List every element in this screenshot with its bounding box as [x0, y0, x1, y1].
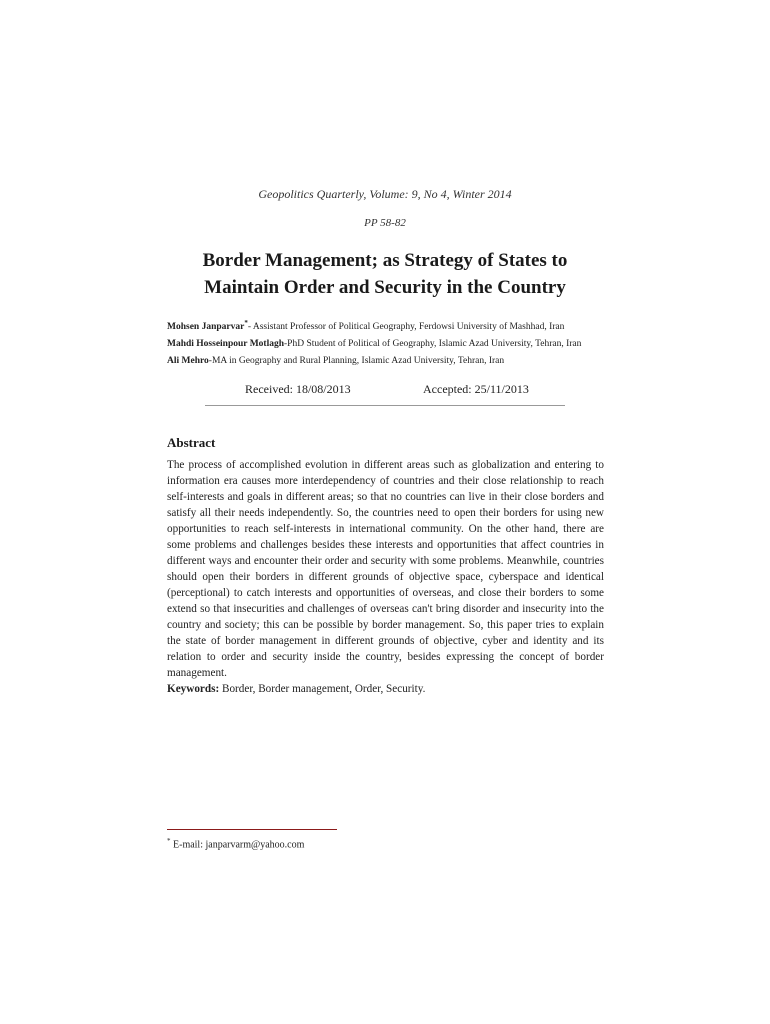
keywords-label: Keywords: [167, 683, 220, 695]
author-entry [167, 315, 607, 336]
author-name: Mohsen Janparvar [167, 322, 245, 333]
author-affiliation: -PhD Student of Political of Geography, Islamic Azad University, Tehran, Iran [284, 339, 582, 350]
author-name: Mahdi Hosseinpour Motlagh [167, 339, 285, 350]
author-name: Ali Mehro [167, 356, 209, 367]
title-line-2: Maintain Order and Security in the Country [204, 277, 566, 298]
keywords [167, 683, 604, 695]
author-affiliation: - Assistant Professor of Political Geography, Ferdowsi University of Mashhad, Iran [247, 322, 565, 333]
received-date: Received: 18/08/2013 [245, 382, 351, 396]
author-affiliation: -MA in Geography and Rural Planning, Islamic Azad University, Tehran, Iran [208, 356, 505, 367]
abstract-text: The process of accomplished evolution in different areas such as globalization and entering to information era causes more interdependency of countries and their close relationship to reach self-interests and goals in different areas; so that no countries can live in their close borders and satisfy all their needs independently. So, the countries need to open their borders for using new opportunities to reach self-interests in international community. On the other hand, there are some problems and challenges besides these interests and opportunities that affect countries in different ways and encounter their order and security with some problems. Meanwhile, countries should open their borders in different grounds of objective space, cyberspace and identical (perceptional) to catch interests and opportunities of overseas, and close their borders to some extend so that insecurities and challenges of overseas can't bring disorder and insecurity into the country and society; this can be possible by border management. So, this paper tries to explain the state of border management in different grounds of objective, cyber and identity and its relation to order and security inside the country, besides expressing the concept of border management. [167, 459, 604, 679]
footnote [167, 837, 304, 850]
footnote-mark: * [167, 837, 171, 845]
author-entry [167, 336, 607, 353]
paper-title [0, 247, 770, 301]
footnote-email: E-mail: janparvarm@yahoo.com [170, 839, 305, 851]
title-line-1: Border Management; as Strategy of States to [202, 250, 568, 271]
dates-divider [205, 405, 565, 406]
page-range: PP 58-82 [364, 217, 406, 229]
keywords-value: Border, Border management, Order, Security. [219, 683, 426, 695]
accepted-date: Accepted: 25/11/2013 [423, 382, 529, 396]
corresponding-mark: * [244, 319, 248, 327]
journal-citation: Geopolitics Quarterly, Volume: 9, No 4, Winter 2014 [258, 187, 512, 201]
author-entry [167, 353, 607, 370]
footnote-divider [167, 829, 337, 830]
author-list [167, 315, 607, 370]
abstract-heading: Abstract [167, 435, 216, 450]
